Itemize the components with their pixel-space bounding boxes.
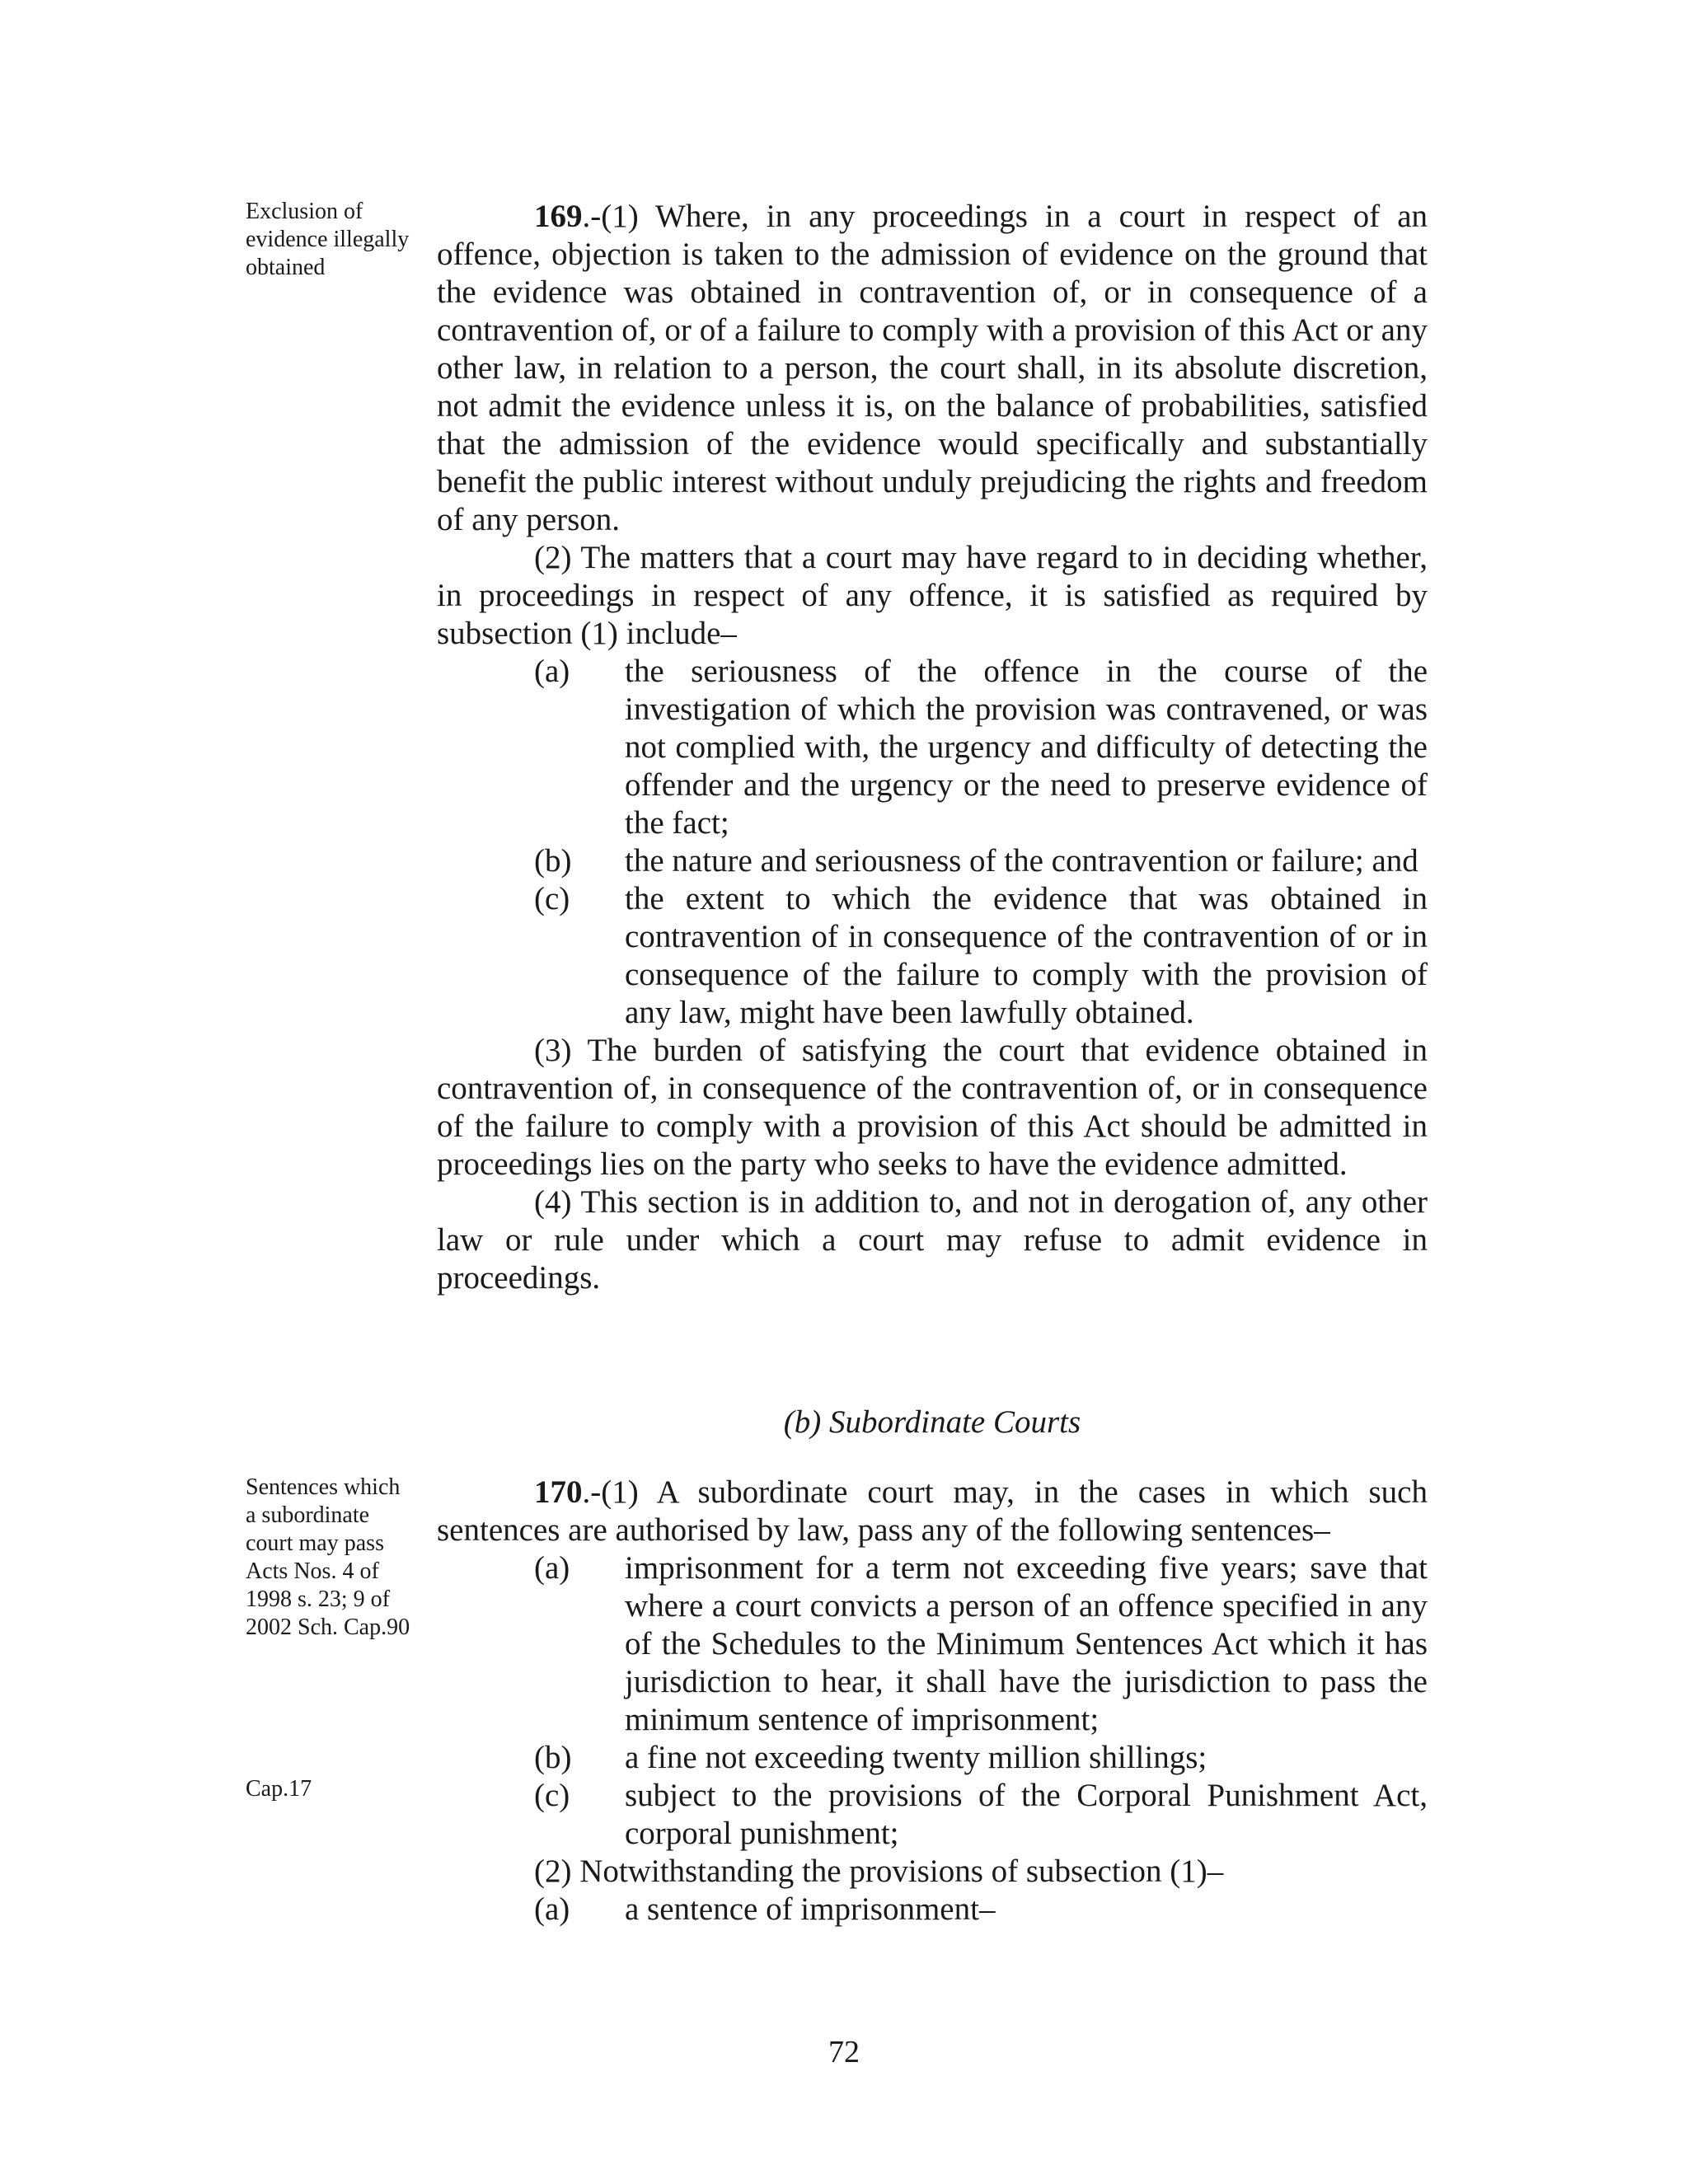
s170-item-a [437, 1549, 1428, 1739]
s170-sub2-item-a-text: a sentence of imprisonment– [625, 1891, 996, 1927]
s169-subsection-4: (4) This section is in addition to, and not in derogation of, any other law or rule under which a court may refuse to admit evidence in proceedings. [437, 1184, 1428, 1296]
section-170 [437, 1474, 1428, 1929]
heading-subordinate-courts: (b) Subordinate Courts [783, 1404, 1081, 1440]
s170-item-b-label: (b) [534, 1740, 572, 1775]
s169-sub1-text: .-(1) Where, in any proceedings in a court in respect of an offence, objection is taken to the admission of evidence on the ground that the evidence was obtained in contravention of, or in consequence of a contravention of, or of a failure to comply with a provision of this Act or any other law, in relation to a person, the court shall, in its absolute discretion, not admit the evidence unless it is, on the balance of probabilities, satisfied that the admission of the evidence would specifically and substantially benefit the public interest without unduly prejudicing the rights and freedom of any person. [437, 199, 1428, 537]
s170-item-c-label: (c) [534, 1778, 570, 1813]
s169-item-c [437, 880, 1428, 1032]
margin-note-cap17: Cap.17 [246, 1776, 312, 1802]
section-169 [437, 198, 1428, 1297]
s170-item-c-text: subject to the provisions of the Corporal Punishment Act, corporal punishment; [625, 1778, 1428, 1851]
s170-subsection-1 [437, 1474, 1428, 1549]
s170-sub2-item-a-label: (a) [534, 1891, 570, 1927]
s169-item-a-label: (a) [534, 654, 570, 689]
s169-subsection-3: (3) The burden of satisfying the court that evidence obtained in contravention of, in consequence of the contravention of, or in consequence of the failure to comply with a provision of this Act should be admitted in proceedings lies on the party who seeks to have the evidence admitted. [437, 1033, 1428, 1182]
s170-number: 170 [534, 1474, 583, 1510]
s170-item-b-text: a fine not exceeding twenty million shillings; [625, 1740, 1207, 1775]
page-number: 72 [828, 2035, 860, 2069]
s169-number: 169 [534, 199, 583, 234]
s169-item-c-label: (c) [534, 881, 570, 916]
s170-sub1-text: .-(1) A subordinate court may, in the cases in which such sentences are authorised by law, pass any of the following sentences– [437, 1474, 1428, 1548]
s170-item-a-label: (a) [534, 1550, 570, 1586]
s170-subsection-2: (2) Notwithstanding the provisions of subsection (1)– [534, 1854, 1224, 1889]
s169-item-b-text: the nature and seriousness of the contravention or failure; and [625, 843, 1418, 879]
s169-item-a [437, 653, 1428, 842]
s170-item-a-text: imprisonment for a term not exceeding five years; save that where a court convicts a person of an offence specified in any of the Schedules to the Minimum Sentences Act which it has jurisdiction to hear, it shall have the jurisdiction to pass the minimum sentence of imprisonment; [625, 1550, 1428, 1737]
margin-note-s170: Sentences which a subordinate court may pass Acts Nos. 4 of 1998 s. 23; 9 of 2002 Sch. Cap.90 [246, 1474, 410, 1640]
s170-item-b [437, 1739, 1428, 1777]
s169-item-a-text: the seriousness of the offence in the course of the investigation of which the provision was contravened, or was not complied with, the urgency and difficulty of detecting the offender and the urgency or the need to preserve evidence of the fact; [625, 654, 1428, 841]
s169-subsection-2: (2) The matters that a court may have regard to in deciding whether, in proceedings in respect of any offence, it is satisfied as required by subsection (1) include– [437, 540, 1428, 651]
s170-item-c [437, 1777, 1428, 1853]
s169-item-b-label: (b) [534, 843, 572, 879]
s170-sub2-item-a [437, 1891, 1428, 1929]
s169-item-b [437, 842, 1428, 880]
s169-subsection-1 [437, 198, 1428, 539]
s169-item-c-text: the extent to which the evidence that was obtained in contravention of in consequence of the contravention of or in consequence of the failure to comply with the provision of any law, might have been lawfully obtained. [625, 881, 1428, 1030]
margin-note-s169: Exclusion of evidence illegally obtained [246, 199, 410, 280]
